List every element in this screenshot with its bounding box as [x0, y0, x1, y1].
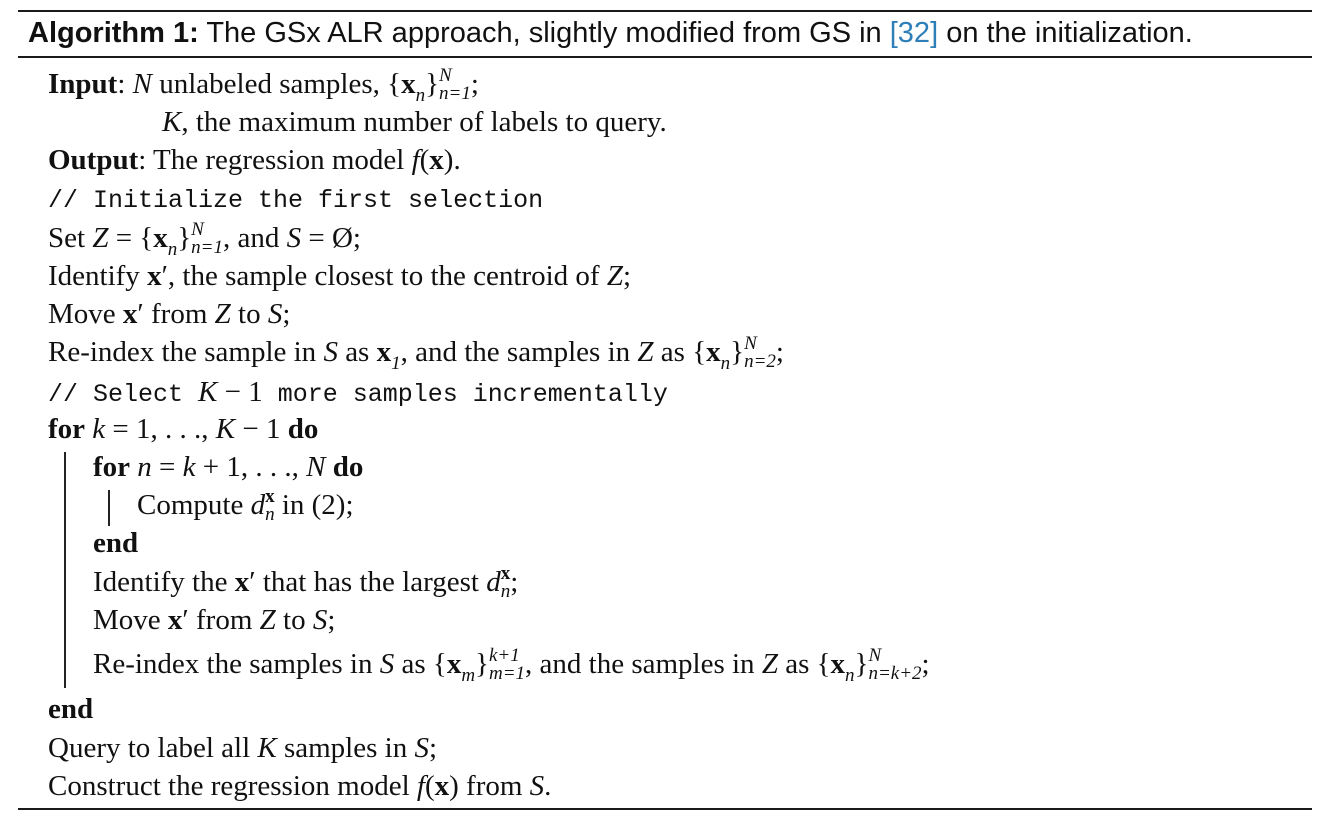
algorithm-caption: [28, 14, 1318, 52]
output-text: : The regression model: [138, 144, 405, 176]
input-text: unlabeled samples,: [159, 68, 380, 100]
caption-label: Algorithm 1:: [28, 17, 199, 49]
step-set: Set $Z = \{x_n\}$ N n=1 , and S = Ø;: [48, 219, 361, 260]
bottom-rule: [18, 808, 1312, 810]
step-move: Move x′ from Z to S;: [48, 298, 291, 330]
step-reindex: Re-index the sample in S as $x_1$, and the samples in Z as $\{x_n\}$ N n=2 ;: [48, 333, 784, 374]
end-inner: end: [93, 527, 139, 559]
step-construct: Construct the regression model f(x) from S.: [48, 770, 552, 802]
step-identify: Identify x′, the sample closest to the centroid of Z;: [48, 260, 632, 292]
outer-loop-bar: [64, 452, 66, 688]
input-keyword: Input: [48, 68, 118, 100]
input-line: Input: N unlabeled samples, $\{x_n\}$ N n=1 ;: [48, 65, 479, 106]
comment-initialize: // Initialize the first selection: [48, 186, 544, 215]
step-compute: Compute d x n in (2);: [137, 486, 354, 525]
top-rule: [18, 10, 1312, 12]
input-k-text: , the maximum number of labels to query.: [181, 106, 667, 138]
output-keyword: Output: [48, 144, 139, 176]
end-outer: end: [48, 693, 94, 725]
step-identify-largest: Identify the x′ that has the largest d x n ;: [93, 563, 519, 602]
input-line-2: K, the maximum number of labels to query.: [162, 106, 667, 138]
for-inner: for n = k + 1, . . ., N do: [93, 451, 364, 483]
caption-text: The GSx ALR approach, slightly modified from GS in: [206, 17, 882, 49]
output-line: Output: The regression model f(x).: [48, 144, 461, 176]
step-query: Query to label all K samples in S;: [48, 732, 438, 764]
caption-text-end: on the initialization.: [946, 17, 1193, 49]
citation-link[interactable]: [32]: [889, 17, 939, 49]
step-reindex-loop: Re-index the samples in S as $\{x_m\}$ k+1 m=1 , and the samples in Z as $\{x_n\}$ N n=k+2 ;: [93, 645, 930, 686]
comment-select: // Select K − 1 more samples incrementally: [48, 376, 668, 409]
caption-rule: [18, 56, 1312, 58]
inner-loop-bar: [108, 490, 110, 526]
step-move-loop: Move x′ from Z to S;: [93, 604, 336, 636]
for-outer: for k = 1, . . ., K − 1 do: [48, 413, 319, 445]
